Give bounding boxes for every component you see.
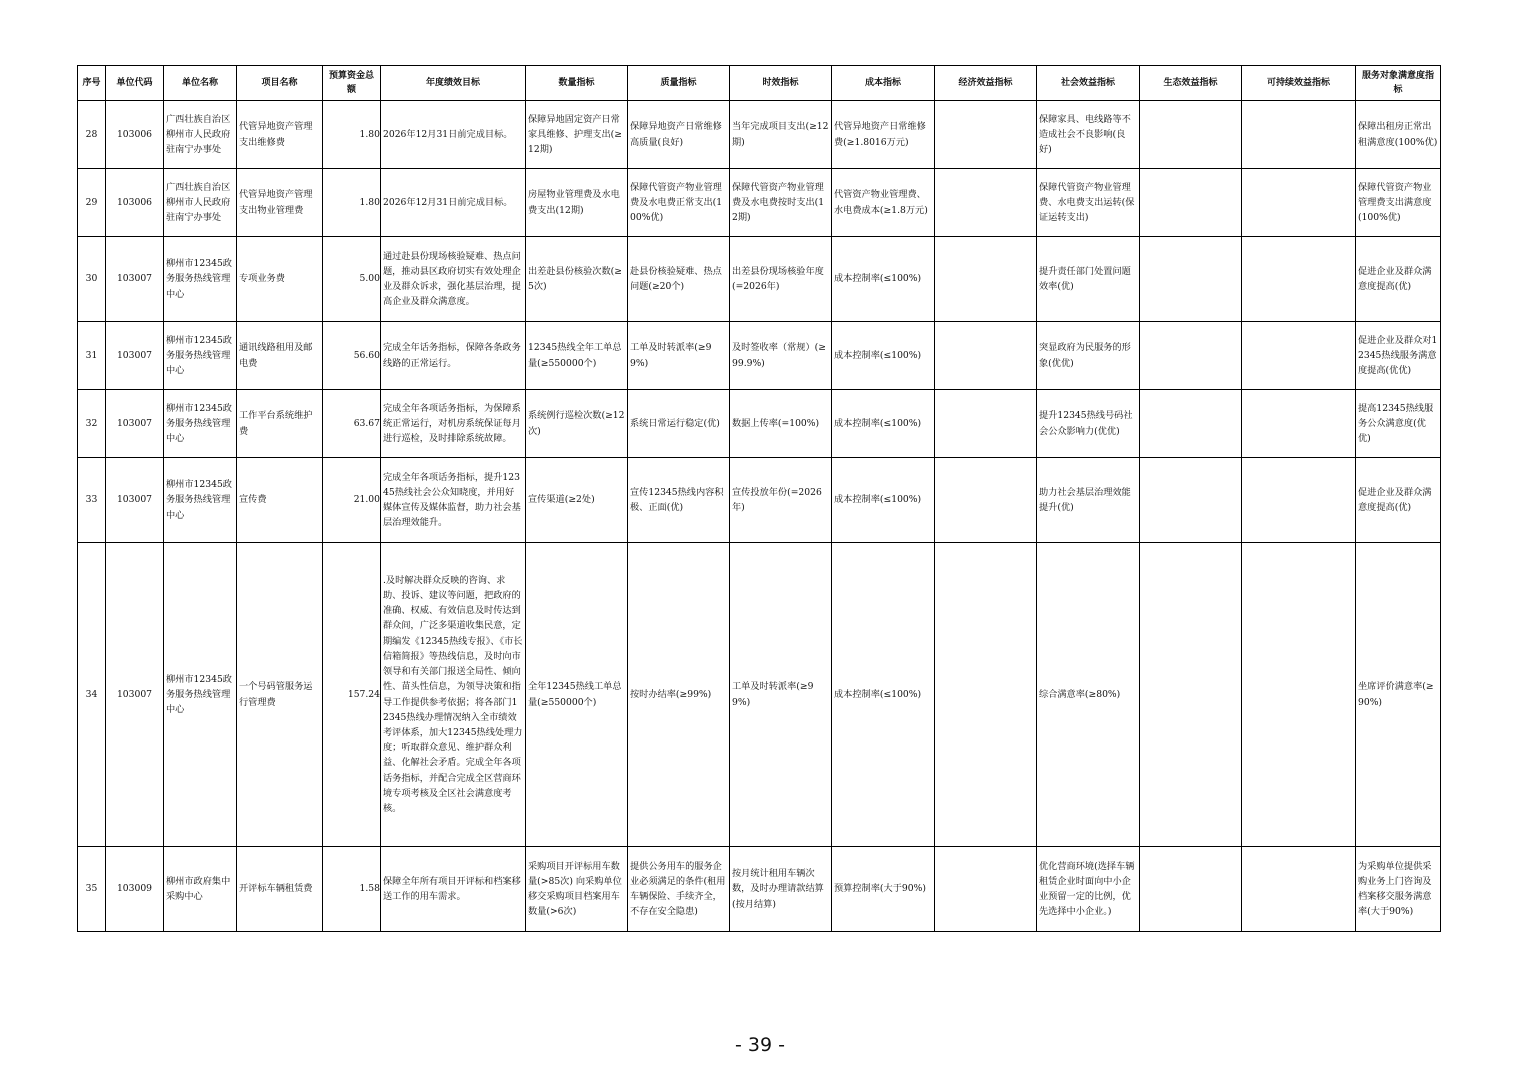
- header-row: [78, 66, 1441, 101]
- table-cell: 广西壮族自治区柳州市人民政府驻南宁办事处: [164, 169, 237, 237]
- table-cell: 保障代管资产物业管理费及水电费正常支出(100%优): [628, 169, 730, 237]
- table-cell: [1140, 169, 1242, 237]
- table-cell: 通过赴县份现场核验疑难、热点问题，推动县区政府切实有效处理企业及群众诉求，强化基层治理，提高企业及群众满意度。: [381, 237, 526, 322]
- table-cell: [1140, 390, 1242, 458]
- table-cell: 及时签收率（常规）(≥99.9%): [730, 322, 832, 390]
- table-cell: 保障代管资产物业管理费及水电费按时支出(12期): [730, 169, 832, 237]
- table-cell: [1140, 237, 1242, 322]
- column-header: 单位代码: [106, 66, 164, 101]
- table-cell: 103007: [106, 458, 164, 543]
- table-cell: 103007: [106, 322, 164, 390]
- table-cell: 柳州市12345政务服务热线管理中心: [164, 322, 237, 390]
- table-cell: 房屋物业管理费及水电费支出(12期): [526, 169, 628, 237]
- table-cell: 32: [78, 390, 106, 458]
- table-cell: 柳州市政府集中采购中心: [164, 847, 237, 932]
- table-cell: 103009: [106, 847, 164, 932]
- table-cell: 广西壮族自治区柳州市人民政府驻南宁办事处: [164, 101, 237, 169]
- table-cell: [1140, 322, 1242, 390]
- column-header: 经济效益指标: [935, 66, 1037, 101]
- table-cell: 预算控制率(大于90%): [832, 847, 935, 932]
- table-cell: 全年12345热线工单总量(≥550000个): [526, 543, 628, 847]
- table-cell: [935, 390, 1037, 458]
- table-cell: 优化营商环境(选择车辆租赁企业时面向中小企业预留一定的比例，优先选择中小企业。): [1037, 847, 1140, 932]
- table-row: [78, 169, 1441, 237]
- table-cell: 28: [78, 101, 106, 169]
- table-cell: 综合满意率(≥80%): [1037, 543, 1140, 847]
- table-cell: 提升责任部门处置问题效率(优): [1037, 237, 1140, 322]
- table-cell: 提供公务用车的服务企业必须满足的条件(租用车辆保险、手续齐全，不存在安全隐患): [628, 847, 730, 932]
- table-cell: 103006: [106, 101, 164, 169]
- column-header: 成本指标: [832, 66, 935, 101]
- table-cell: 保障代管资产物业管理费支出满意度(100%优): [1356, 169, 1441, 237]
- table-cell: 采购项目开评标用车数量(>85次) 向采购单位移交采购项目档案用车数量(>6次): [526, 847, 628, 932]
- table-cell: 157.24: [323, 543, 381, 847]
- table-cell: 柳州市12345政务服务热线管理中心: [164, 458, 237, 543]
- table-cell: 保障全年所有项目开评标和档案移送工作的用车需求。: [381, 847, 526, 932]
- table-cell: 宣传12345热线内容积极、正面(优): [628, 458, 730, 543]
- column-header: 数量指标: [526, 66, 628, 101]
- table-cell: 保障异地固定资产日常家具维修、护理支出(≥12期): [526, 101, 628, 169]
- table-cell: [1242, 169, 1356, 237]
- table-cell: 103007: [106, 543, 164, 847]
- column-header: 时效指标: [730, 66, 832, 101]
- table-cell: 56.60: [323, 322, 381, 390]
- table-cell: 工单及时转派率(≥99%): [628, 322, 730, 390]
- table-cell: 出差县份现场核验年度(=2026年): [730, 237, 832, 322]
- table-cell: 31: [78, 322, 106, 390]
- table-cell: 通讯线路租用及邮电费: [237, 322, 323, 390]
- table-cell: 促进企业及群众对12345热线服务满意度提高(优优): [1356, 322, 1441, 390]
- column-header: 服务对象满意度指标: [1356, 66, 1441, 101]
- column-header: 年度绩效目标: [381, 66, 526, 101]
- table-cell: 坐席评价满意率(≥90%): [1356, 543, 1441, 847]
- table-cell: 成本控制率(≤100%): [832, 390, 935, 458]
- table-cell: 提高12345热线服务公众满意度(优优): [1356, 390, 1441, 458]
- table-row: [78, 390, 1441, 458]
- table-cell: 103006: [106, 169, 164, 237]
- table-cell: 代管资产物业管理费、水电费成本(≥1.8万元): [832, 169, 935, 237]
- table-cell: 宣传费: [237, 458, 323, 543]
- table-cell: [1140, 458, 1242, 543]
- table-cell: 2026年12月31日前完成目标。: [381, 169, 526, 237]
- table-cell: 29: [78, 169, 106, 237]
- column-header: 单位名称: [164, 66, 237, 101]
- table-row: [78, 543, 1441, 847]
- table-cell: 柳州市12345政务服务热线管理中心: [164, 543, 237, 847]
- table-cell: 一个号码管服务运行管理费: [237, 543, 323, 847]
- table-row: [78, 101, 1441, 169]
- table-cell: 103007: [106, 237, 164, 322]
- table-cell: 出差赴县份核验次数(≥5次): [526, 237, 628, 322]
- table-cell: 柳州市12345政务服务热线管理中心: [164, 390, 237, 458]
- table-cell: 开评标车辆租赁费: [237, 847, 323, 932]
- table-cell: [1140, 101, 1242, 169]
- table-cell: 保障代管资产物业管理费、水电费支出运转(保证运转支出): [1037, 169, 1140, 237]
- table-cell: 5.00: [323, 237, 381, 322]
- table-cell: 12345热线全年工单总量(≥550000个): [526, 322, 628, 390]
- table-cell: 103007: [106, 390, 164, 458]
- table-cell: 完成全年话务指标，保障各条政务线路的正常运行。: [381, 322, 526, 390]
- column-header: 生态效益指标: [1140, 66, 1242, 101]
- table-cell: [1242, 101, 1356, 169]
- table-cell: 赴县份核验疑难、热点问题(≥20个): [628, 237, 730, 322]
- table-cell: 工作平台系统维护费: [237, 390, 323, 458]
- table-cell: 成本控制率(≤100%): [832, 237, 935, 322]
- table-cell: [935, 237, 1037, 322]
- table-cell: 34: [78, 543, 106, 847]
- table-cell: 1.80: [323, 101, 381, 169]
- table-cell: [1242, 322, 1356, 390]
- table-cell: [1242, 458, 1356, 543]
- table-cell: 提升12345热线号码社会公众影响力(优优): [1037, 390, 1140, 458]
- table-cell: 63.67: [323, 390, 381, 458]
- table-cell: 成本控制率(≤100%): [832, 543, 935, 847]
- table-cell: 突显政府为民服务的形象(优优): [1037, 322, 1140, 390]
- table-cell: 系统日常运行稳定(优): [628, 390, 730, 458]
- table-cell: 1.58: [323, 847, 381, 932]
- page-number: - 39 -: [735, 1034, 785, 1056]
- table-cell: 成本控制率(≤100%): [832, 322, 935, 390]
- table-cell: 促进企业及群众满意度提高(优): [1356, 237, 1441, 322]
- column-header: 质量指标: [628, 66, 730, 101]
- table-cell: .及时解决群众反映的咨询、求助、投诉、建议等问题，把政府的准确、权威、有效信息及时传达到群众间，广泛多渠道收集民意，定期编发《12345热线专报》、《市长信箱简报》等热线信息，及时向市领导和有关部门报送全局性、倾向性、苗头性信息，为领导决策和指导工作提供参考依据；将各部门12345热线办理情况纳入全市绩效考评体系，加大12345热线处理力度；听取群众意见、维护群众利益、化解社会矛盾。完成全年各项话务指标，并配合完成全区营商环境专项考核及全区社会满意度考核。: [381, 543, 526, 847]
- table-cell: 2026年12月31日前完成目标。: [381, 101, 526, 169]
- column-header: 序号: [78, 66, 106, 101]
- table-cell: 代管异地资产管理支出维修费: [237, 101, 323, 169]
- table-cell: [1242, 847, 1356, 932]
- table-cell: 代管异地资产管理支出物业管理费: [237, 169, 323, 237]
- table-cell: 数据上传率(=100%): [730, 390, 832, 458]
- table-cell: 30: [78, 237, 106, 322]
- table-cell: [935, 169, 1037, 237]
- table-cell: [1140, 543, 1242, 847]
- table-cell: [935, 847, 1037, 932]
- table-cell: [1242, 390, 1356, 458]
- table-cell: 宣传投放年份(=2026年): [730, 458, 832, 543]
- table-cell: [1242, 237, 1356, 322]
- table-cell: 工单及时转派率(≥99%): [730, 543, 832, 847]
- table-row: [78, 322, 1441, 390]
- table-cell: 专项业务费: [237, 237, 323, 322]
- column-header: 可持续效益指标: [1242, 66, 1356, 101]
- table-cell: 1.80: [323, 169, 381, 237]
- table-cell: [1140, 847, 1242, 932]
- table-cell: 代管异地资产日常维修费(≥1.8016万元): [832, 101, 935, 169]
- table-cell: 柳州市12345政务服务热线管理中心: [164, 237, 237, 322]
- table-cell: [935, 322, 1037, 390]
- table-cell: 33: [78, 458, 106, 543]
- table-row: [78, 458, 1441, 543]
- table-cell: [935, 458, 1037, 543]
- table-cell: 助力社会基层治理效能提升(优): [1037, 458, 1140, 543]
- table-cell: 宣传渠道(≥2处): [526, 458, 628, 543]
- performance-table: [77, 65, 1441, 932]
- column-header: 社会效益指标: [1037, 66, 1140, 101]
- table-cell: 按月统计租用车辆次数，及时办理请款结算(按月结算): [730, 847, 832, 932]
- table-cell: 当年完成项目支出(≥12期): [730, 101, 832, 169]
- table-cell: 35: [78, 847, 106, 932]
- column-header: 预算资金总额: [323, 66, 381, 101]
- table-cell: 保障家具、电线路等不造成社会不良影响(良好): [1037, 101, 1140, 169]
- table-cell: 为采购单位提供采购业务上门咨询及档案移交服务满意率(大于90%): [1356, 847, 1441, 932]
- table-cell: 系统例行巡检次数(≥12次): [526, 390, 628, 458]
- table-cell: 完成全年各项话务指标，提升12345热线社会公众知晓度，并用好媒体宣传及媒体监督，助力社会基层治理效能升。: [381, 458, 526, 543]
- table-cell: [935, 543, 1037, 847]
- column-header: 项目名称: [237, 66, 323, 101]
- table-cell: 成本控制率(≤100%): [832, 458, 935, 543]
- table-cell: 完成全年各项话务指标，为保障系统正常运行，对机房系统保证每月进行巡检，及时排除系统故障。: [381, 390, 526, 458]
- table-cell: 21.00: [323, 458, 381, 543]
- table-row: [78, 847, 1441, 932]
- table-cell: [935, 101, 1037, 169]
- table-cell: 按时办结率(≥99%): [628, 543, 730, 847]
- table-row: [78, 237, 1441, 322]
- table-cell: [1242, 543, 1356, 847]
- table-cell: 促进企业及群众满意度提高(优): [1356, 458, 1441, 543]
- table-cell: 保障出租房正常出租满意度(100%优): [1356, 101, 1441, 169]
- table-cell: 保障异地资产日常维修高质量(良好): [628, 101, 730, 169]
